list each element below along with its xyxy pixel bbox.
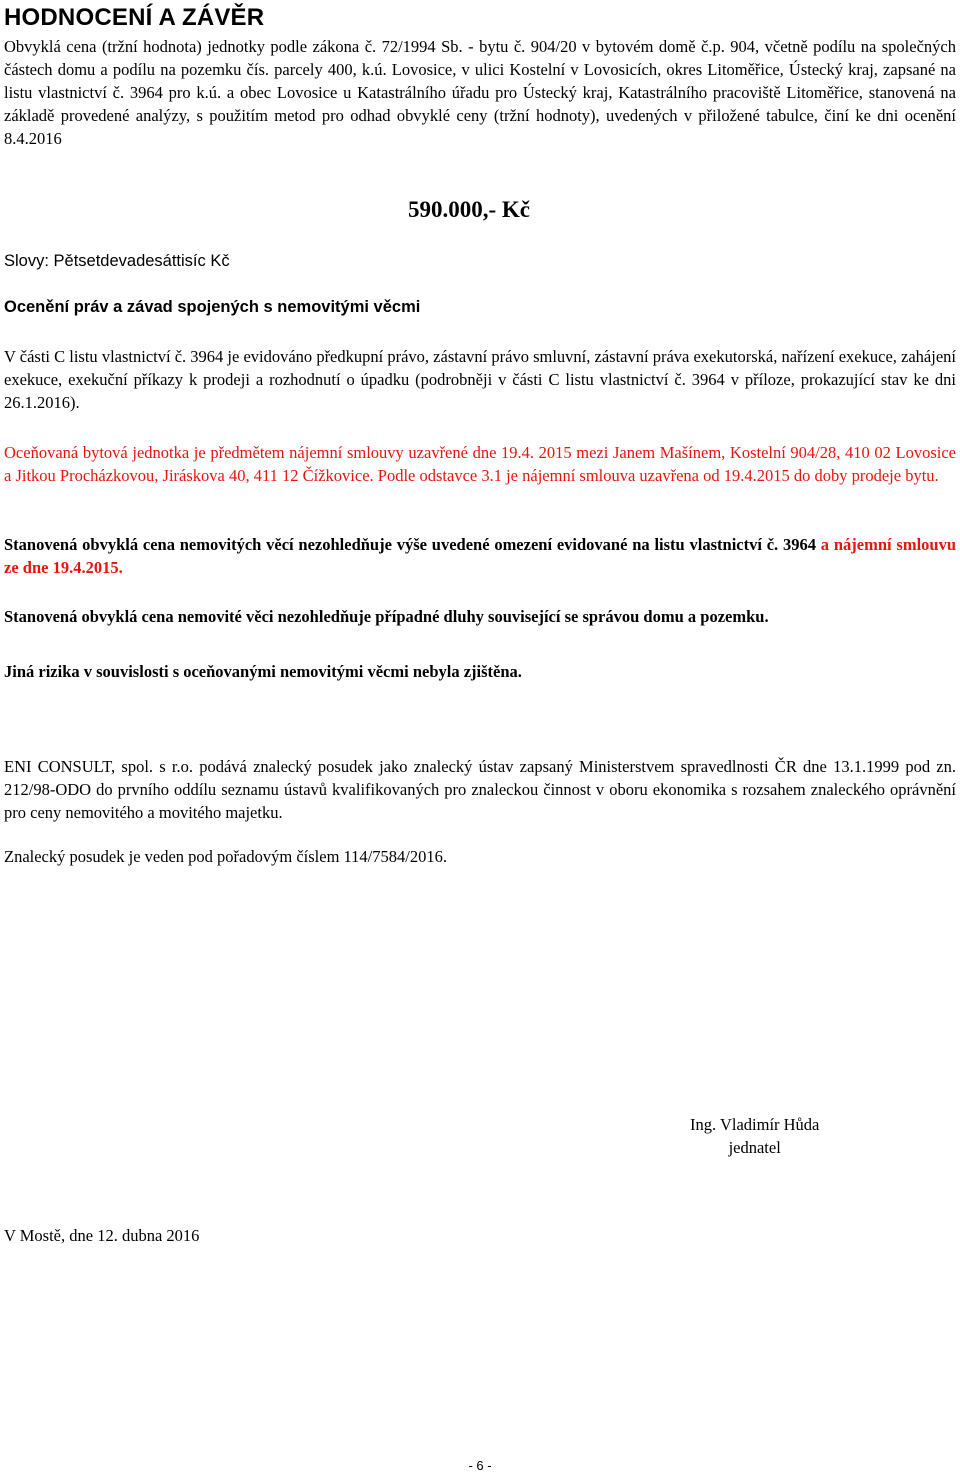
price-in-words: Slovy: Pětsetdevadesáttisíc Kč (4, 252, 230, 270)
signature-block (690, 1113, 819, 1159)
statement-encumbrances-main: Stanovená obvyklá cena nemovitých věcí nezohledňuje výše uvedené omezení evidované na listu vlastnictví č. 3964 (4, 535, 816, 554)
statement-risks: Jiná rizika v souvislosti s oceňovanými nemovitými věcmi nebyla zjištěna. (4, 662, 522, 681)
rights-heading: Ocenění práv a závad spojených s nemovitými věcmi (4, 298, 421, 316)
page-number: - 6 - (468, 1458, 492, 1473)
statement-encumbrances (4, 533, 956, 579)
lease-text: Oceňovaná bytová jednotka je předmětem nájemní smlouvy uzavřené dne 19.4. 2015 mezi Janem Mašínem, Kostelní 904/28, 410 02 Lovosice a Jitkou Procházkovou, Jiráskova 40, 411 12 Čížkovice. Podle odstavce 3.1 je nájemní smlouva uzavřena od 19.4.2015 do doby prodeje bytu. (4, 443, 956, 485)
signatory-name: Ing. Vladimír Hůda (690, 1115, 820, 1134)
rights-text: V části C listu vlastnictví č. 3964 je evidováno předkupní právo, zástavní právo smluvní, zástavní práva exekutorská, nařízení exekuce, zahájení exekuce, exekuční příkazy k prodeji a rozhodnutí o úpadku (podrobněji v části C listu vlastnictví č. 3964 v příloze, prokazující stav ke dni 26.1.2016). (4, 347, 956, 412)
section-heading: HODNOCENÍ A ZÁVĚR (4, 4, 265, 31)
valuation-summary: Obvyklá cena (tržní hodnota) jednotky podle zákona č. 72/1994 Sb. - bytu č. 904/20 v bytovém domě č.p. 904, včetně podílu na společných částech domu a podílu na pozemku čís. parcely 400, k.ú. Lovosice, v ulici Kostelní v Lovosicích, okres Litoměřice, Ústecký kraj, zapsané na listu vlastnictví č. 3964 pro k.ú. a obec Lovosice u Katastrálního úřadu pro Ústecký kraj, Katastrálního pracoviště Litoměřice, stanovená na základě provedené analýzy, s použitím metod pro odhad obvyklé ceny (tržní hodnoty), uvedených v přiložené tabulce, činí ke dni ocenění 8.4.2016 (4, 37, 956, 148)
statement-debts: Stanovená obvyklá cena nemovité věci nezohledňuje případné dluhy související se správou domu a pozemku. (4, 607, 769, 626)
valuation-price: 590.000,- Kč (408, 197, 531, 222)
statement-encumbrances-lease: a nájemní smlouvu ze dne 19.4.2015. (4, 535, 957, 577)
register-text: Znalecký posudek je veden pod pořadovým číslem 114/7584/2016. (4, 847, 447, 866)
consult-text: ENI CONSULT, spol. s r.o. podává znalecký posudek jako znalecký ústav zapsaný Ministerstvem spravedlnosti ČR dne 13.1.1999 pod zn. 212/98-ODO do prvního oddílu seznamu ústavů kvalifikovaných pro znaleckou činnost v oboru ekonomika s rozsahem znaleckého oprávnění pro ceny nemovitého a movitého majetku. (4, 757, 956, 822)
signatory-role: jednatel (728, 1138, 781, 1157)
document-page (4, 0, 956, 1475)
place-date: V Mostě, dne 12. dubna 2016 (4, 1226, 200, 1245)
